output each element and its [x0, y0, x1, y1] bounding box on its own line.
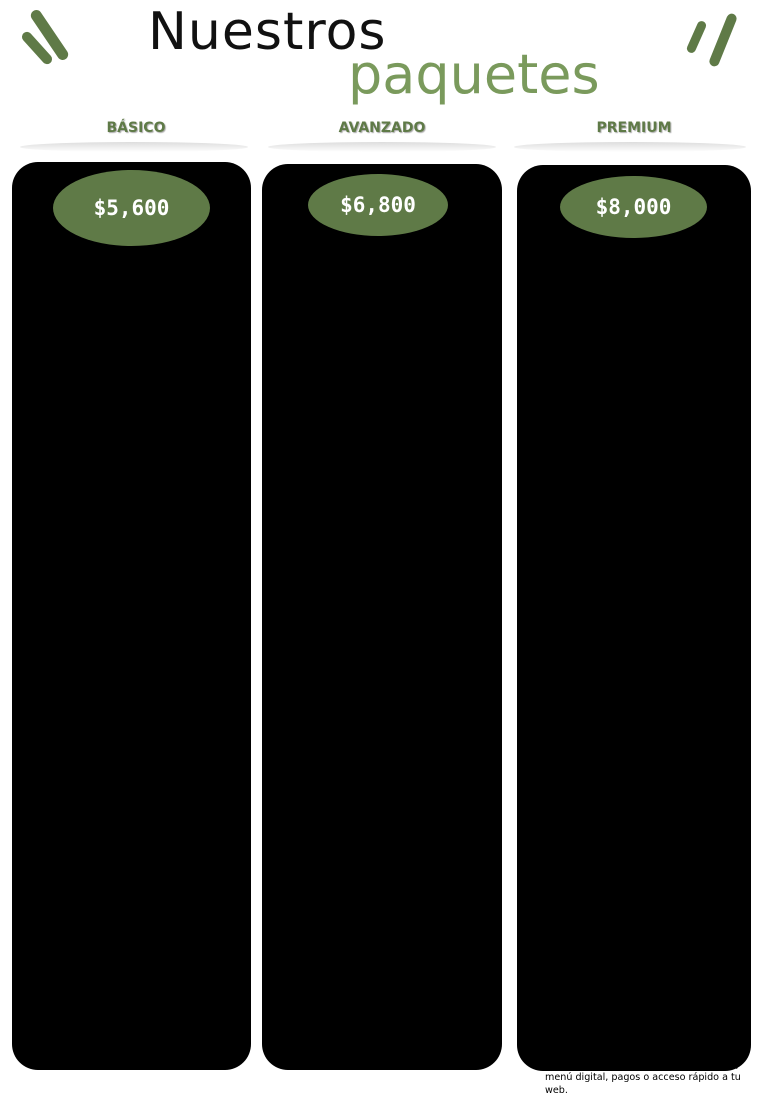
feature-heading: Ancho de Banda Ilimitado: [566, 886, 706, 898]
feature-list: [527, 339, 745, 376]
feature-list: [272, 949, 496, 987]
feature-item: • Escoge entre múltiples diseños de alta calidad que personalizamos a tu estilo y necesidades.: [545, 687, 745, 724]
feature-list: [527, 936, 745, 960]
feature-heading: 1 Correo corporativo: [325, 501, 443, 513]
feature-heading: Códigos QR Animados y Personalizados: [529, 1035, 743, 1047]
feature-heading: 1 Correo corporativo: [61, 998, 209, 1014]
feature-item: • Alta velocidad, seguridad reforzada y estabilidad garantizada. Sin costos ocultos.: [545, 488, 745, 525]
feature-item: • Diseñado a la medida con enfoque en usabilidad, velocidad y experiencia del usuario, adaptable a cualquier dispositivo (responsive design).: [290, 405, 496, 455]
decorative-stroke-icon: [708, 12, 738, 68]
feature-list: [527, 488, 745, 525]
feature-item: • Muestra tu ubicación exacta en un mapa inteligente y navegable.: [44, 809, 244, 856]
feature-note: 0% comisiones por transacción. (Lo que vendes, es 100% tuyo): [272, 907, 472, 931]
feature-list: [527, 1048, 745, 1097]
feature-item: • Resolvemos tus dudas y necesidades con atención rápida, directa y personalizada.: [545, 936, 745, 960]
feature-heading: Integración Total con Redes Sociales: [536, 724, 736, 736]
feature-item: • Una solución *todo en uno* para quienes buscan una web potente, elegante y actualizable mes a mes. Ideal para emprendedores, negocios, profesionales y marcas personales.: [545, 265, 745, 326]
title-line-1: Nuestros: [148, 2, 387, 62]
feature-list: [527, 687, 745, 724]
feature-heading: Plantillas Exclusivas y Personalizables*: [273, 626, 495, 638]
feature-heading: Certificado SSL Ilimitado*: [312, 585, 456, 597]
feature-list: [527, 787, 745, 824]
feature-list: [26, 945, 244, 992]
tier-label-basico: BÁSICO: [106, 120, 166, 136]
feature-item: • Te guiamos en la elección y configuración del dominio perfecto para tu marca.: [545, 575, 745, 612]
feature-heading: Hosting Premium por 1 Año – GRATIS: [279, 459, 489, 471]
tier-label-premium: PREMIUM: [596, 120, 672, 136]
feature-heading: Diseño Visual Moderno + Animaciones Interactivas: [532, 824, 740, 848]
feature-list: [527, 625, 745, 662]
feature-note: Sin límites de creatividad, siempre en evolución.: [527, 376, 709, 400]
feature-list: [272, 556, 496, 581]
feature-list: [527, 899, 745, 923]
feature-heading: Hosting de alto rendimiento por 1 año: [35, 435, 235, 467]
shelf-divider: [268, 142, 496, 152]
feature-list: [272, 351, 496, 389]
feature-item: • Atención rápida y personalizada, siempre que la necesites.: [44, 945, 244, 992]
feature-heading: Geolocalización interactiva: [39, 793, 231, 808]
feature-item: • Seguridad para ti y confianza para tus visitantes.: [44, 520, 244, 551]
feature-item: • Tu web sin restricciones de tráfico. Crece sin preocuparte por límites técnicos.: [545, 899, 745, 923]
feature-list: [272, 719, 496, 744]
feature-item: • Seguridad 24/7 con cifrado HTTPS. Protege a tus visitantes y mejora tu posicionamiento en Google.: [545, 625, 745, 662]
feature-heading: Soporte 24/7: [89, 929, 181, 945]
tier-label-avanzado: AVANZADO: [338, 120, 426, 136]
feature-list: [272, 514, 496, 539]
feature-item: • Refuerza tu marca con una dirección web propia.: [44, 588, 244, 619]
feature-item: • Tus clientes te encontrarán con facilidad gracias a un mapa interactivo integrado en tu web.: [545, 787, 745, 824]
feature-item: • Refuerza tu marca con una dirección web propia.: [290, 556, 496, 581]
feature-heading: Administrador Caché: [579, 253, 693, 264]
feature-heading: Plantillas Profesionales Prediseñadas y Adaptables: [529, 662, 743, 686]
feature-item: • Compatible con todos los dispositivos (responsive).: [44, 314, 244, 345]
feature-list: [527, 974, 745, 1035]
feature-list: [527, 737, 745, 774]
feature-list: [527, 265, 745, 326]
feature-item: • Elementos visuales que dan vida a tu sitio sin recargarlo, mejorando la interacción y captando atención.: [290, 815, 496, 853]
title-line-2: paquetes: [348, 43, 600, 106]
feature-heading: Hasta 30 modificaciones mensuales: [48, 351, 222, 383]
feature-heading: Mapa de Geolocalización Integrado: [285, 706, 483, 718]
feature-list: [272, 405, 496, 455]
price-value: $5,600: [93, 196, 170, 220]
feature-list: [272, 639, 496, 702]
price-badge-basico: [53, 170, 210, 246]
feature-item: • Conecta e impulsa tus perfiles sociales directamente desde tu sitio web.: [290, 761, 496, 786]
price-value: $6,800: [340, 193, 416, 217]
feature-item: • Ideal para emprendedores, negocios locales y profesionales que quieren una web de alto impacto sin complicaciones.: [290, 297, 496, 335]
feature-item: • Vende productos o servicios con carrito de compra, pasarelas de pago y gestión básica de pedidos.: [545, 974, 745, 1011]
feature-item: • Adaptado a tu marca y objetivos.: [44, 283, 244, 314]
feature-item: • Atención personalizada todos los días, a cualquier hora. ¡Siempre estamos para ti!: [290, 949, 496, 987]
feature-list: [272, 815, 496, 853]
feature-item: • Carga rápida, seguridad y disponibilidad garantizada.: [44, 467, 244, 498]
price-badge-premium: [560, 176, 707, 238]
feature-heading: 70 Modificaciones Mensuales Incluidas: [531, 327, 741, 339]
feature-heading: Certificado SSL Ilimitado: [569, 612, 703, 624]
feature-item: • Mantén tu web actualizada con cambios visuales, textos o secciones nuevas.: [44, 383, 244, 430]
feature-list: [26, 467, 244, 498]
features-avanzado: [272, 280, 496, 987]
feature-item: • Acelera tu lanzamiento con diseños atractivos y funcionales listos para adaptar.: [44, 656, 244, 703]
feature-heading: Soporte Prioritario 24/7: [571, 923, 701, 935]
feature-list: [527, 538, 745, 562]
feature-heading: 1 Sitio Web Profesional y Responsivo: [535, 401, 737, 413]
feature-list: [26, 725, 244, 787]
feature-heading: Integración con redes sociales: [26, 709, 244, 725]
feature-item: • Da una imagen seria y confiable ej. [contacto@tudominio.com]: [290, 514, 496, 539]
feature-heading: 1 Correo corporativo: [580, 525, 692, 537]
feature-heading: Diseño visual impactante: [45, 861, 225, 877]
feature-heading: 1 Sitio Web Profesional: [318, 392, 450, 404]
price-badge-avanzado: [308, 174, 448, 236]
feature-heading: Certificado SSL ilimitado: [47, 503, 223, 519]
feature-list: [26, 588, 244, 619]
feature-heading: Plantillas prediseñadas exclusivas: [52, 625, 218, 656]
feature-item: • Ubica tu negocio de forma exacta en Google Maps desde tu sitio web.: [290, 719, 496, 744]
feature-item: • Te entregamos códigos QR dinámicos con animación visual para promociones, menú digital, pagos o acceso rápido a tu web.: [545, 1048, 745, 1097]
feature-heading: Soporte 24/7 Real: [333, 936, 435, 948]
feature-heading: Geolocalización con Google Maps: [546, 774, 726, 786]
feature-list: [26, 283, 244, 345]
feature-heading: eCommerce Básico Integrado: [301, 856, 467, 868]
feature-list: [26, 877, 244, 924]
feature-item: • Rápido, intuitivo y pensado para convertir visitas en clientes.: [545, 450, 745, 474]
feature-list: [527, 575, 745, 612]
feature-list: [272, 472, 496, 497]
feature-item: • Vende productos o servicios online sin complicaciones. Incluye carrito, pasarela de pago y catálogo.: [290, 870, 496, 908]
feature-list: [26, 656, 244, 703]
feature-heading: Modificaciones mensuales incluidas: [283, 338, 485, 350]
feature-item: • Da una imagen seria y confiable ej. [contacto@tudominio.com]: [545, 538, 745, 562]
feature-item: • Enlazamos tus perfiles y añadimos botones de contacto directo con WhatsApp, Messenger, Instagram y más.: [545, 737, 745, 774]
feature-item: • 50 ajustes o actualizaciones por mes (Textos, imágenes, secciones nuevas o mejoras visuales): [290, 351, 496, 389]
features-basico: [26, 246, 244, 1061]
shelf-divider: [20, 142, 248, 152]
feature-item: • Acceso a diseños prediseñados optimizados para rendimiento y conversión. Cada plantilla puede personalizarse a tu estilo, rubro y necesidades.: [290, 639, 496, 702]
feature-list: [26, 520, 244, 551]
feature-heading: eCommerce Estándar Integrado: [550, 961, 722, 973]
feature-item: • Seguridad en tu web 24/7. Incluido sin costo adicional. Tus usuarios lo notarán.: [290, 598, 496, 623]
feature-heading: Sitio web profesional y personalizado: [53, 252, 217, 283]
feature-heading: Hosting Premium por 1 Año Incluido: [538, 475, 734, 487]
feature-item: • Incluye servidor seguro, rápido y con soporte técnico garantizado.: [290, 472, 496, 497]
feature-heading: Dominio Propio (Opcional): [564, 563, 708, 575]
feature-list: [527, 414, 745, 475]
feature-list: [272, 297, 496, 335]
feature-item: • 0% de comisiones por transacción.* Lo que vendes, es 100% tuyo.: [545, 1010, 745, 1034]
feature-item: • Enlaza tu sitio a Facebook, Instagram, WhatsApp y más para conectar con tu audiencia.: [44, 725, 244, 787]
feature-list: [272, 870, 496, 908]
feature-list: [26, 1014, 244, 1061]
feature-heading: Dominio opcional personalizado*: [73, 556, 197, 588]
feature-item: • Sitios con estilo, movimiento y una experiencia de usuario fluida. Diseño que impacta y retiene.: [545, 849, 745, 886]
feature-list: [272, 598, 496, 623]
feature-item: • Estilo moderno, profesional y enfocado en convertir visitantes en clientes.: [44, 877, 244, 924]
feature-list: [272, 761, 496, 786]
feature-item: • Da una imagen seria y confiable ej. [contacto@tudominio.com]: [44, 1014, 244, 1061]
feature-heading: Dominio opcional personalizado*: [291, 543, 477, 555]
feature-item: • Diseñado para impactar visualmente, optimizado para móviles, tablets y computadoras.: [545, 414, 745, 451]
decorative-stroke-icon: [685, 20, 707, 55]
feature-list: [26, 809, 244, 856]
feature-list: [527, 849, 745, 886]
feature-heading: Integración con tus Redes Sociales: [285, 748, 483, 760]
shelf-divider: [514, 142, 746, 152]
price-value: $8,000: [595, 195, 672, 219]
feature-item: • Mantén tu sitio *vivo y actualizado*: textos, imágenes, secciones, productos o animaciones.: [545, 339, 745, 376]
features-premium: [527, 252, 745, 1097]
feature-list: [26, 383, 244, 430]
feature-heading: Diseño Visual + Animaciones Profesionales: [302, 789, 466, 814]
feature-heading: Administrador Caché: [324, 284, 444, 295]
